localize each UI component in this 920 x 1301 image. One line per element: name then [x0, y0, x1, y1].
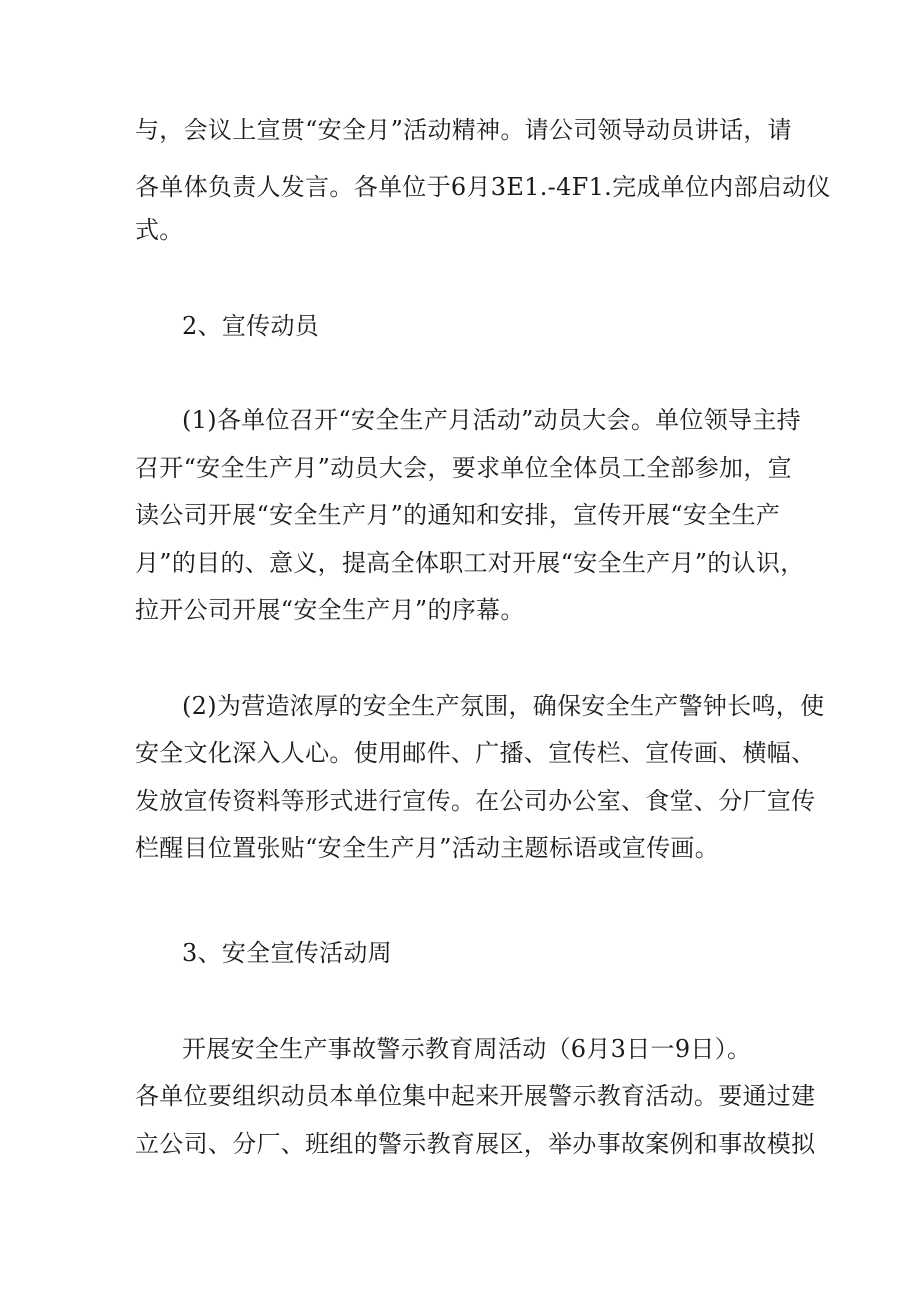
paragraph-line: 开展安全生产事故警示教育周活动（6月3日一9日）。 [182, 1035, 752, 1063]
paragraph-line: (2)为营造浓厚的安全生产氛围，确保安全生产警钟长鸣，使 [182, 692, 825, 720]
paragraph-line: 式。 [135, 216, 184, 244]
paragraph-line: 各单位要组织动员本单位集中起来开展警示教育活动。要通过建 [135, 1082, 816, 1110]
paragraph-line: 发放宣传资料等形式进行宣传。在公司办公室、食堂、分厂宣传 [135, 787, 816, 815]
paragraph-line: 月”的目的、意义，提高全体职工对开展“安全生产月”的认识， [135, 549, 805, 577]
paragraph-line: 各单体负责人发言。各单位于6月3E1.-4F1.完成单位内部启动仪 [135, 173, 831, 201]
paragraph-line: 拉开公司开展“安全生产月”的序幕。 [135, 596, 525, 624]
paragraph-line: 立公司、分厂、班组的警示教育展区，举办事故案例和事故模拟 [135, 1130, 816, 1158]
paragraph-line: 栏醒目位置张贴“安全生产月”活动主题标语或宣传画。 [135, 834, 720, 862]
paragraph-line: 读公司开展“安全生产月”的通知和安排，宣传开展“安全生产 [135, 501, 781, 529]
paragraph-line: 召开“安全生产月”动员大会，要求单位全体员工全部参加，宣 [135, 454, 792, 482]
section-heading: 3、安全宣传活动周 [182, 939, 392, 967]
section-heading: 2、宣传动员 [182, 312, 320, 340]
paragraph-line: 安全文化深入人心。使用邮件、广播、宣传栏、宣传画、横幅、 [135, 739, 816, 767]
paragraph-line: (1)各单位召开“安全生产月活动”动员大会。单位领导主持 [182, 406, 801, 434]
paragraph-line: 与，会议上宣贯“安全月”活动精神。请公司领导动员讲话，请 [135, 116, 792, 144]
